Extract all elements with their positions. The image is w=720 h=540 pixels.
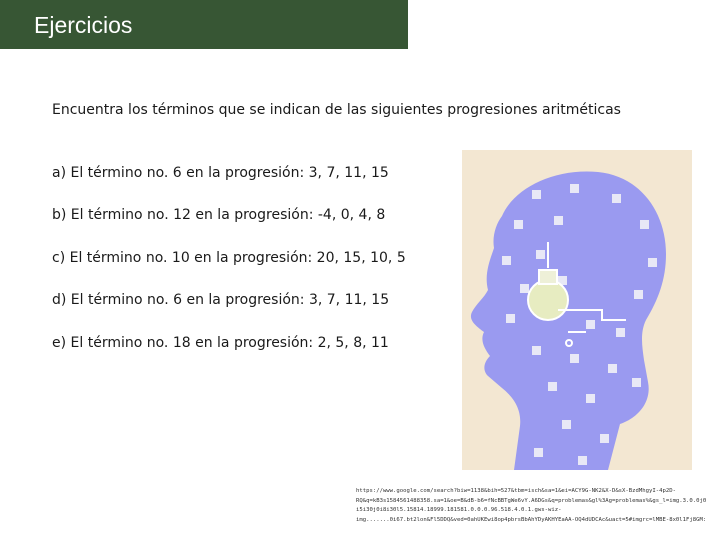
instructions-text: Encuentra los términos que se indican de las siguientes progresiones aritméticas: [52, 102, 621, 118]
source-line: img.......0i67.bt2lon&Fl5DDQ&ved=0ahUKEwi8op4pbrsBbAhYDyAKHYEaAA-OQ4dUDCAc&uact=5#imgrc=lMBE-8x0l1Fj8GM:: [356, 516, 707, 523]
title-bar: [0, 0, 408, 49]
image-source-url[interactable]: [356, 487, 708, 525]
exercise-d: d) El término no. 6 en la progresión: 3, 7, 11, 15: [52, 292, 390, 308]
head-lightbulb-illustration: [462, 150, 692, 470]
slide-title: Ejercicios: [34, 12, 133, 38]
source-line: i5i30j0i8i30l5.15814.18999.181581.0.0.0.96.518.4.0.1.gws-wiz-: [356, 507, 562, 513]
source-line: https://www.google.com/search?biw=1138&bih=527&tbm=isch&sa=1&ei=ACY9G-NK2&X-D&sX-BzdMhgyI-4p2D-: [356, 488, 676, 494]
exercise-e: e) El término no. 18 en la progresión: 2, 5, 8, 11: [52, 335, 389, 351]
exercise-a: a) El término no. 6 en la progresión: 3, 7, 11, 15: [52, 165, 389, 181]
source-line: RQ&q=kB3s1584561488358.sa=1&oe=B&dB-b6=fNcBBTgWe6vY.A6DGs&q=problemas&gl%3Ag=problemas%&gs_l=img.3.0.0j0: [356, 497, 707, 504]
exercise-b: b) El término no. 12 en la progresión: -4, 0, 4, 8: [52, 207, 386, 223]
exercise-c: c) El término no. 10 en la progresión: 20, 15, 10, 5: [52, 250, 406, 266]
